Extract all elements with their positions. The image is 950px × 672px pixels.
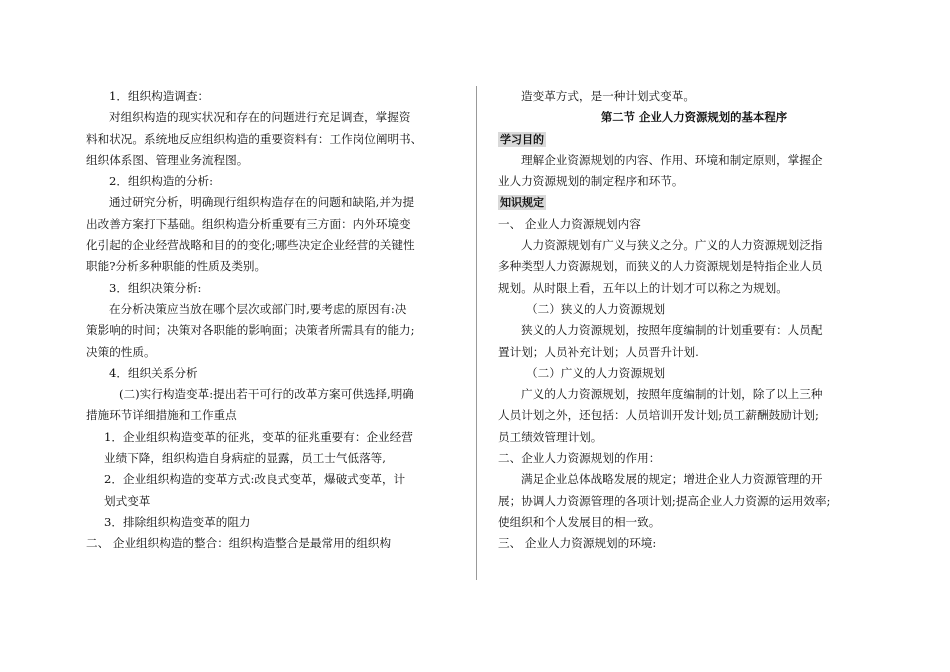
paragraph-line: 1．企业组织构造变革的征兆，变革的征兆重要有：企业经营 [104, 429, 413, 444]
section-heading: 三、 企业人力资源规划的环境: [498, 536, 657, 551]
paragraph-line: 业绩下降，组织构造自身病症的显露，员工士气低落等, [104, 451, 386, 466]
paragraph-line: 对组织构造的现实状况和存在的问题进行充足调查，掌握资 [109, 110, 411, 125]
paragraph-line: 2．企业组织构造的变革方式:改良式变革，爆破式变革，计 [104, 472, 406, 487]
paragraph-line: (二)实行构造变革:提出若干可行的改革方案可供选择,明确 [119, 387, 414, 402]
left-column [86, 86, 464, 555]
paragraph-line: 广义的人力资源规划，按照年度编制的计划，除了以上三种 [521, 387, 823, 402]
paragraph-line: 4．组织关系分析 [109, 365, 198, 380]
paragraph-line: 料和状况。系统地反应组织构造的重要资料有：工作岗位阐明书、 [86, 131, 423, 146]
knowledge-label: 知识规定 [500, 196, 544, 210]
paragraph-line: 策影响的时间；决策对各职能的影响面；决策者所需具有的能力; [86, 323, 415, 338]
section-heading: 二、 企业组织构造的整合：组织构造整合是最常用的组织构 [86, 536, 392, 551]
paragraph-line: 狭义的人力资源规划，按照年度编制的计划重要有：人员配 [521, 323, 823, 338]
paragraph-line: 业人力资源规划的制定程序和环节。 [498, 174, 684, 189]
paragraph-line: 多种类型人力资源规划，而狭义的人力资源规划是特指企业人员 [498, 259, 823, 274]
paragraph-line: 展；协调人力资源管理的各项计划;提高企业人力资源的运用效率; [498, 493, 831, 508]
paragraph-line: 3．组织决策分析: [109, 280, 202, 295]
subsection-heading: （二）广义的人力资源规划 [526, 365, 666, 380]
paragraph-line: 通过研究分析，明确现行组织构造存在的问题和缺陷,并为提 [109, 195, 415, 210]
paragraph-line: 措施环节详细措施和工作重点 [86, 408, 237, 423]
right-column [498, 86, 870, 555]
paragraph-line: 决策的性质。 [86, 344, 156, 359]
section-heading: 一、 企业人力资源规划内容 [498, 216, 641, 231]
paragraph-line: 化引起的企业经营战略和目的的变化;哪些决定企业经营的关键性 [86, 238, 415, 253]
paragraph-line: 使组织和个人发展目的相一致。 [498, 514, 661, 529]
column-divider [476, 86, 477, 580]
learning-goal-label: 学习目的 [500, 132, 544, 146]
paragraph-line: 造变革方式，是一种计划式变革。 [521, 89, 695, 103]
paragraph-line: 置计划；人员补充计划；人员晋升计划. [498, 344, 699, 359]
section-title: 第二节 企业人力资源规划的基本程序 [600, 110, 788, 125]
paragraph-line: 在分析决策应当放在哪个层次或部门时,要考虑的原因有:决 [109, 301, 407, 316]
paragraph-line: 划式变革 [104, 493, 151, 508]
paragraph-line: 组织体系图、管理业务流程图。 [86, 152, 249, 167]
paragraph-line: 3．排除组织构造变革的阻力 [104, 514, 251, 529]
paragraph-line: 人力资源规划有广义与狭义之分。广义的人力资源规划泛指 [521, 238, 823, 253]
paragraph-line: 满足企业总体战略发展的规定；增进企业人力资源管理的开 [521, 472, 823, 487]
paragraph-line: 2．组织构造的分析: [109, 174, 214, 189]
section-heading: 二、企业人力资源规划的作用： [498, 451, 661, 466]
subsection-heading: （二）狭义的人力资源规划 [526, 301, 666, 316]
paragraph-line: 1．组织构造调查： [109, 89, 210, 103]
paragraph-line: 规划。从时限上看，五年以上的计划才可以称之为规划。 [498, 280, 788, 295]
paragraph-line: 人员计划之外，还包括：人员培训开发计划;员工薪酬鼓励计划; [498, 408, 819, 423]
paragraph-line: 员工绩效管理计划。 [498, 429, 603, 444]
paragraph-line: 出改善方案打下基础。组织构造分析重要有三方面：内外环境变 [86, 216, 411, 231]
paragraph-line: 理解企业资源规划的内容、作用、环境和制定原则，掌握企 [521, 152, 823, 167]
paragraph-line: 职能?分析多种职能的性质及类别。 [86, 259, 267, 274]
